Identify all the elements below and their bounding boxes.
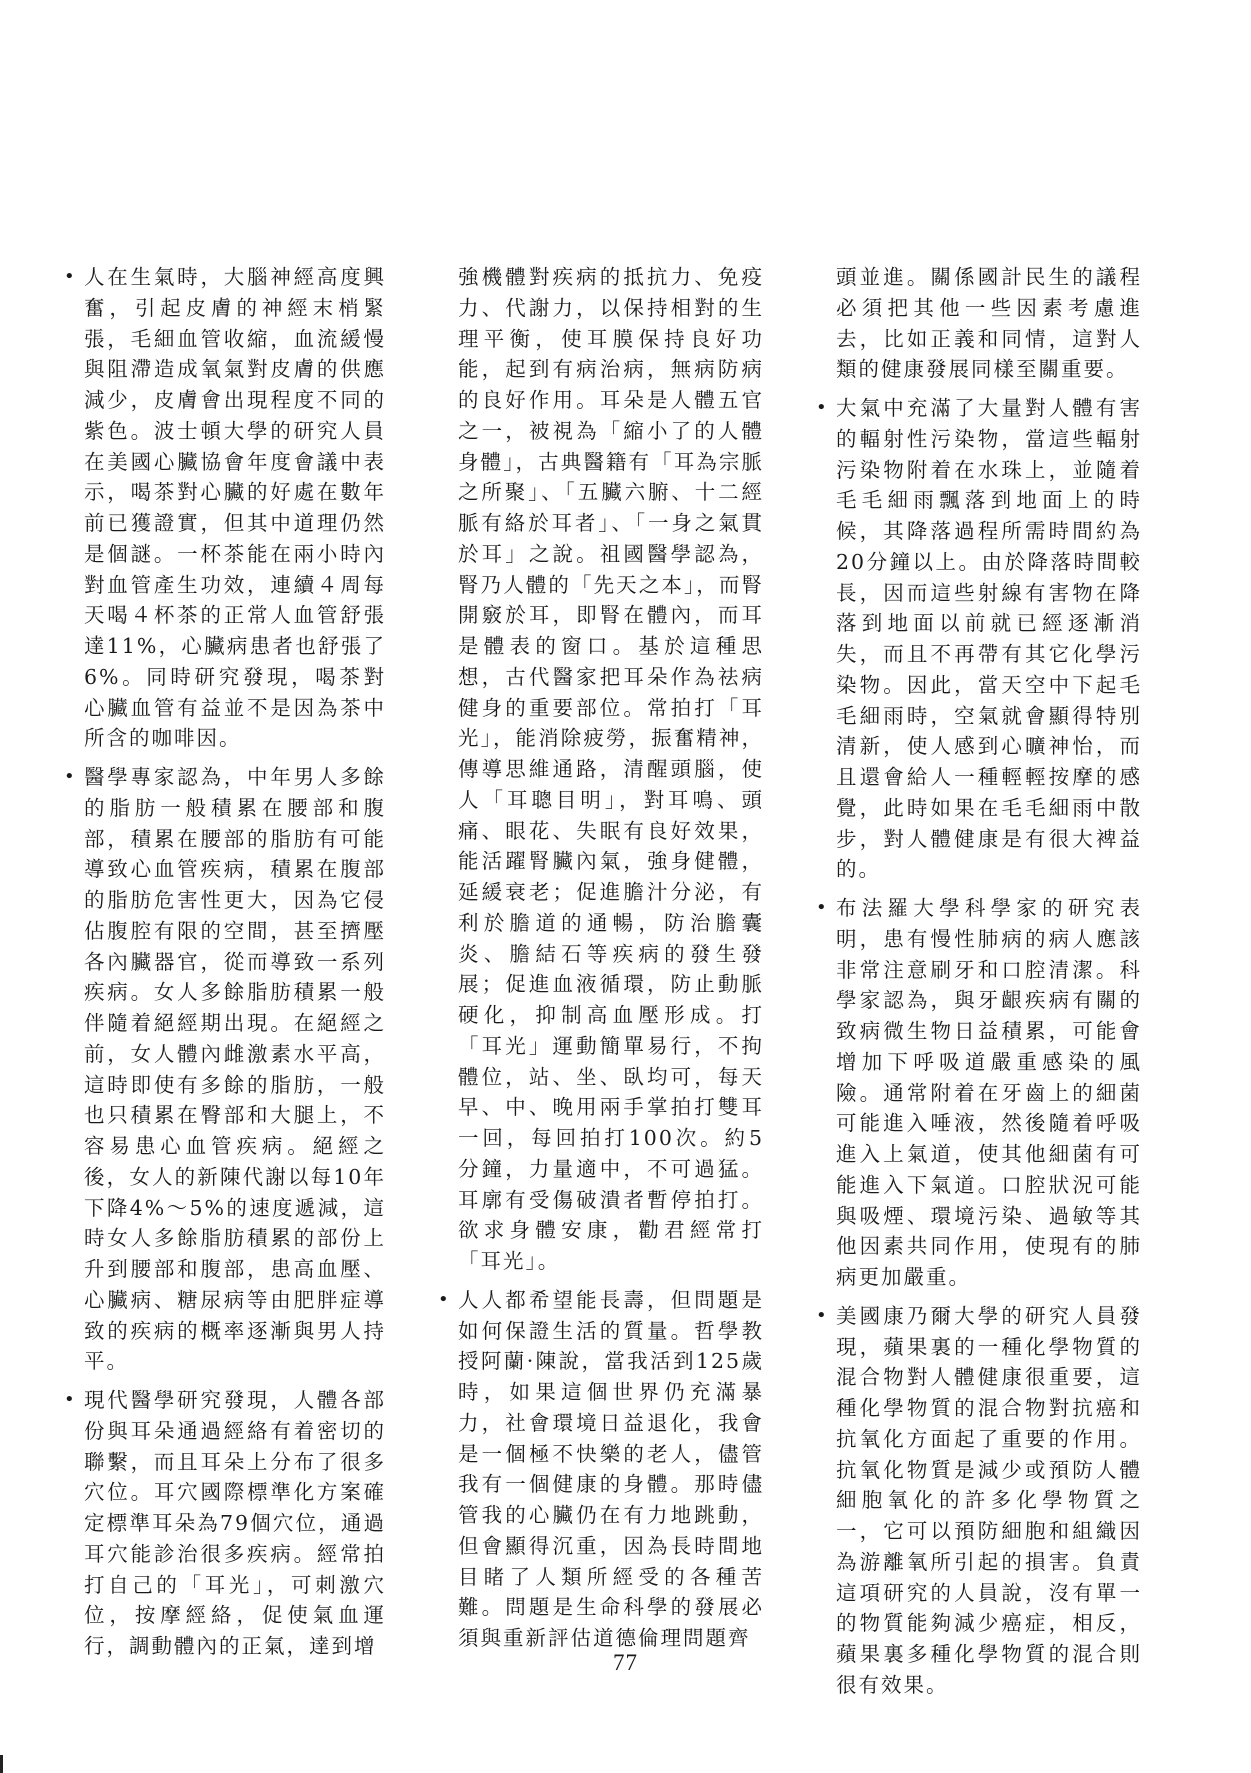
bullet-paragraph — [62, 262, 386, 754]
bullet-paragraph — [814, 1301, 1142, 1701]
paragraph-text: 人在生氣時，大腦神經高度興奮，引起皮膚的神經末梢緊張，毛細血管收縮，血流緩慢與阻滯造成氧氣對皮膚的供應減少，皮膚會出現程度不同的紫色。波士頓大學的研究人員在美國心臟協會年度會議中表示，喝茶對心臟的好處在數年前已獲證實，但其中道理仍然是個謎。一杯茶能在兩小時內對血管產生功效，連續４周每天喝４杯茶的正常人血管舒張達11%，心臟病患者也舒張了6%。同時研究發現，喝茶對心臟血管有益並不是因為茶中所含的咖啡因。 — [84, 265, 386, 751]
paragraph-text: 大氣中充滿了大量對人體有害的輻射性污染物，當這些輻射污染物附着在水珠上，並隨着毛毛細雨飄落到地面上的時候，其降落過程所需時間約為20分鐘以上。由於降落時間較長，因而這些射線有害物在降落到地面以前就已經逐漸消失，而且不再帶有其它化學污染物。因此，當天空中下起毛毛細雨時，空氣就會顯得特別清新，使人感到心曠神怡，而且還會給人一種輕輕按摩的感覺，此時如果在毛毛細雨中散步，對人體健康是有很大裨益的。 — [836, 396, 1142, 882]
bullet-paragraph — [814, 893, 1142, 1293]
paragraph-text: 強機體對疾病的抵抗力、免疫力、代謝力，以保持相對的生理平衡，使耳膜保持良好功能，起到有病治病，無病防病的良好作用。耳朵是人體五官之一，被視為「縮小了的人體身體」，古典醫籍有「耳為宗脈之所聚」、「五臟六腑、十二經脈有絡於耳者」、「一身之氣貫於耳」之說。祖國醫學認為，腎乃人體的「先天之本」，而腎開竅於耳，即腎在體內，而耳是體表的窗口。基於這種思想，古代醫家把耳朵作為祛病健身的重要部位。常拍打「耳光」，能消除疲勞，振奮精神，傳導思維通路，清醒頭腦，使人「耳聰目明」，對耳鳴、頭痛、眼花、失眠有良好效果，能活躍腎臟內氣，強身健體，延緩衰老；促進膽汁分泌，有利於膽道的通暢，防治膽囊炎、膽結石等疾病的發生發展；促進血液循環，防止動脈硬化，抑制高血壓形成。打「耳光」運動簡單易行，不拘體位，站、坐、臥均可，每天早、中、晚用兩手掌拍打雙耳一回，每回拍打100次。約5分鐘，力量適中，不可過猛。耳廓有受傷破潰者暫停拍打。欲求身體安康，勸君經常打「耳光」。 — [458, 265, 764, 1273]
text-column-3 — [814, 262, 1142, 1709]
paragraph-text: 頭並進。關係國計民生的議程必須把其他一些因素考慮進去，比如正義和同情，這對人類的健康發展同樣至關重要。 — [836, 265, 1142, 382]
page-number: 77 — [613, 1650, 638, 1675]
paragraph-text: 現代醫學研究發現，人體各部份與耳朵通過經絡有着密切的聯繫，而且耳朵上分布了很多穴位。耳穴國際標準化方案確定標準耳朵為79個穴位，通過耳穴能診治很多疾病。經常拍打自己的「耳光」，可刺激穴位，按摩經絡，促使氣血運行，調動體內的正氣，達到增 — [84, 1388, 386, 1658]
bullet-paragraph — [814, 393, 1142, 885]
bullet-icon: • — [816, 397, 829, 418]
scan-edge-mark — [0, 1755, 3, 1773]
paragraph-text: 醫學專家認為，中年男人多餘的脂肪一般積累在腰部和腹部，積累在腰部的脂肪有可能導致心血管疾病，積累在腹部的脂肪危害性更大，因為它侵佔腹腔有限的空間，甚至擠壓各內臟器官，從而導致一系列疾病。女人多餘脂肪積累一般伴隨着絕經期出現。在絕經之前，女人體內雌激素水平高，這時即使有多餘的脂肪，一般也只積累在臀部和大腿上，不容易患心血管疾病。絕經之後，女人的新陳代謝以每10年下降4%～5%的速度遞減，這時女人多餘脂肪積累的部份上升到腰部和腹部，患高血壓、心臟病、糖尿病等由肥胖症導致的疾病的概率逐漸與男人持平。 — [84, 765, 386, 1374]
continued-paragraph — [436, 262, 764, 1277]
paragraph-text: 布法羅大學科學家的研究表明，患有慢性肺病的病人應該非常注意刷牙和口腔清潔。科學家認為，與牙齦疾病有關的致病微生物日益積累，可能會增加下呼吸道嚴重感染的風險。通常附着在牙齒上的細菌可能進入唾液，然後隨着呼吸進入上氣道，使其他細菌有可能進入下氣道。口腔狀況可能與吸煙、環境污染、過敏等其他因素共同作用，使現有的肺病更加嚴重。 — [836, 896, 1142, 1289]
bullet-paragraph — [62, 762, 386, 1377]
bullet-paragraph — [62, 1385, 386, 1662]
bullet-paragraph — [436, 1285, 764, 1654]
paragraph-text: 人人都希望能長壽，但問題是如何保證生活的質量。哲學教授阿蘭·陳說，當我活到125歲時，如果這個世界仍充滿暴力，社會環境日益退化，我會是一個極不快樂的老人，儘管我有一個健康的身體。那時儘管我的心臟仍在有力地跳動，但會顯得沉重，因為長時間地目睹了人類所經受的各種苦難。問題是生命科學的發展必須與重新評估道德倫理問題齊 — [458, 1287, 764, 1650]
bullet-icon: • — [64, 766, 77, 787]
bullet-icon: • — [816, 1304, 829, 1326]
bullet-icon: • — [64, 266, 77, 287]
bullet-icon: • — [816, 897, 829, 918]
paragraph-text: 美國康乃爾大學的研究人員發現，蘋果裏的一種化學物質的混合物對人體健康很重要，這種化學物質的混合物對抗癌和抗氧化方面起了重要的作用。抗氧化物質是減少或預防人體細胞氧化的許多化學物質之一，它可以預防細胞和組織因為游離氧所引起的損害。負責這項研究的人員說，沒有單一的物質能夠減少癌症，相反，蘋果裏多種化學物質的混合則很有效果。 — [836, 1303, 1142, 1697]
continued-paragraph — [814, 262, 1142, 385]
bullet-icon: • — [438, 1288, 451, 1310]
text-column-2 — [436, 262, 764, 1662]
bullet-icon: • — [64, 1389, 77, 1410]
text-column-1 — [62, 262, 386, 1670]
